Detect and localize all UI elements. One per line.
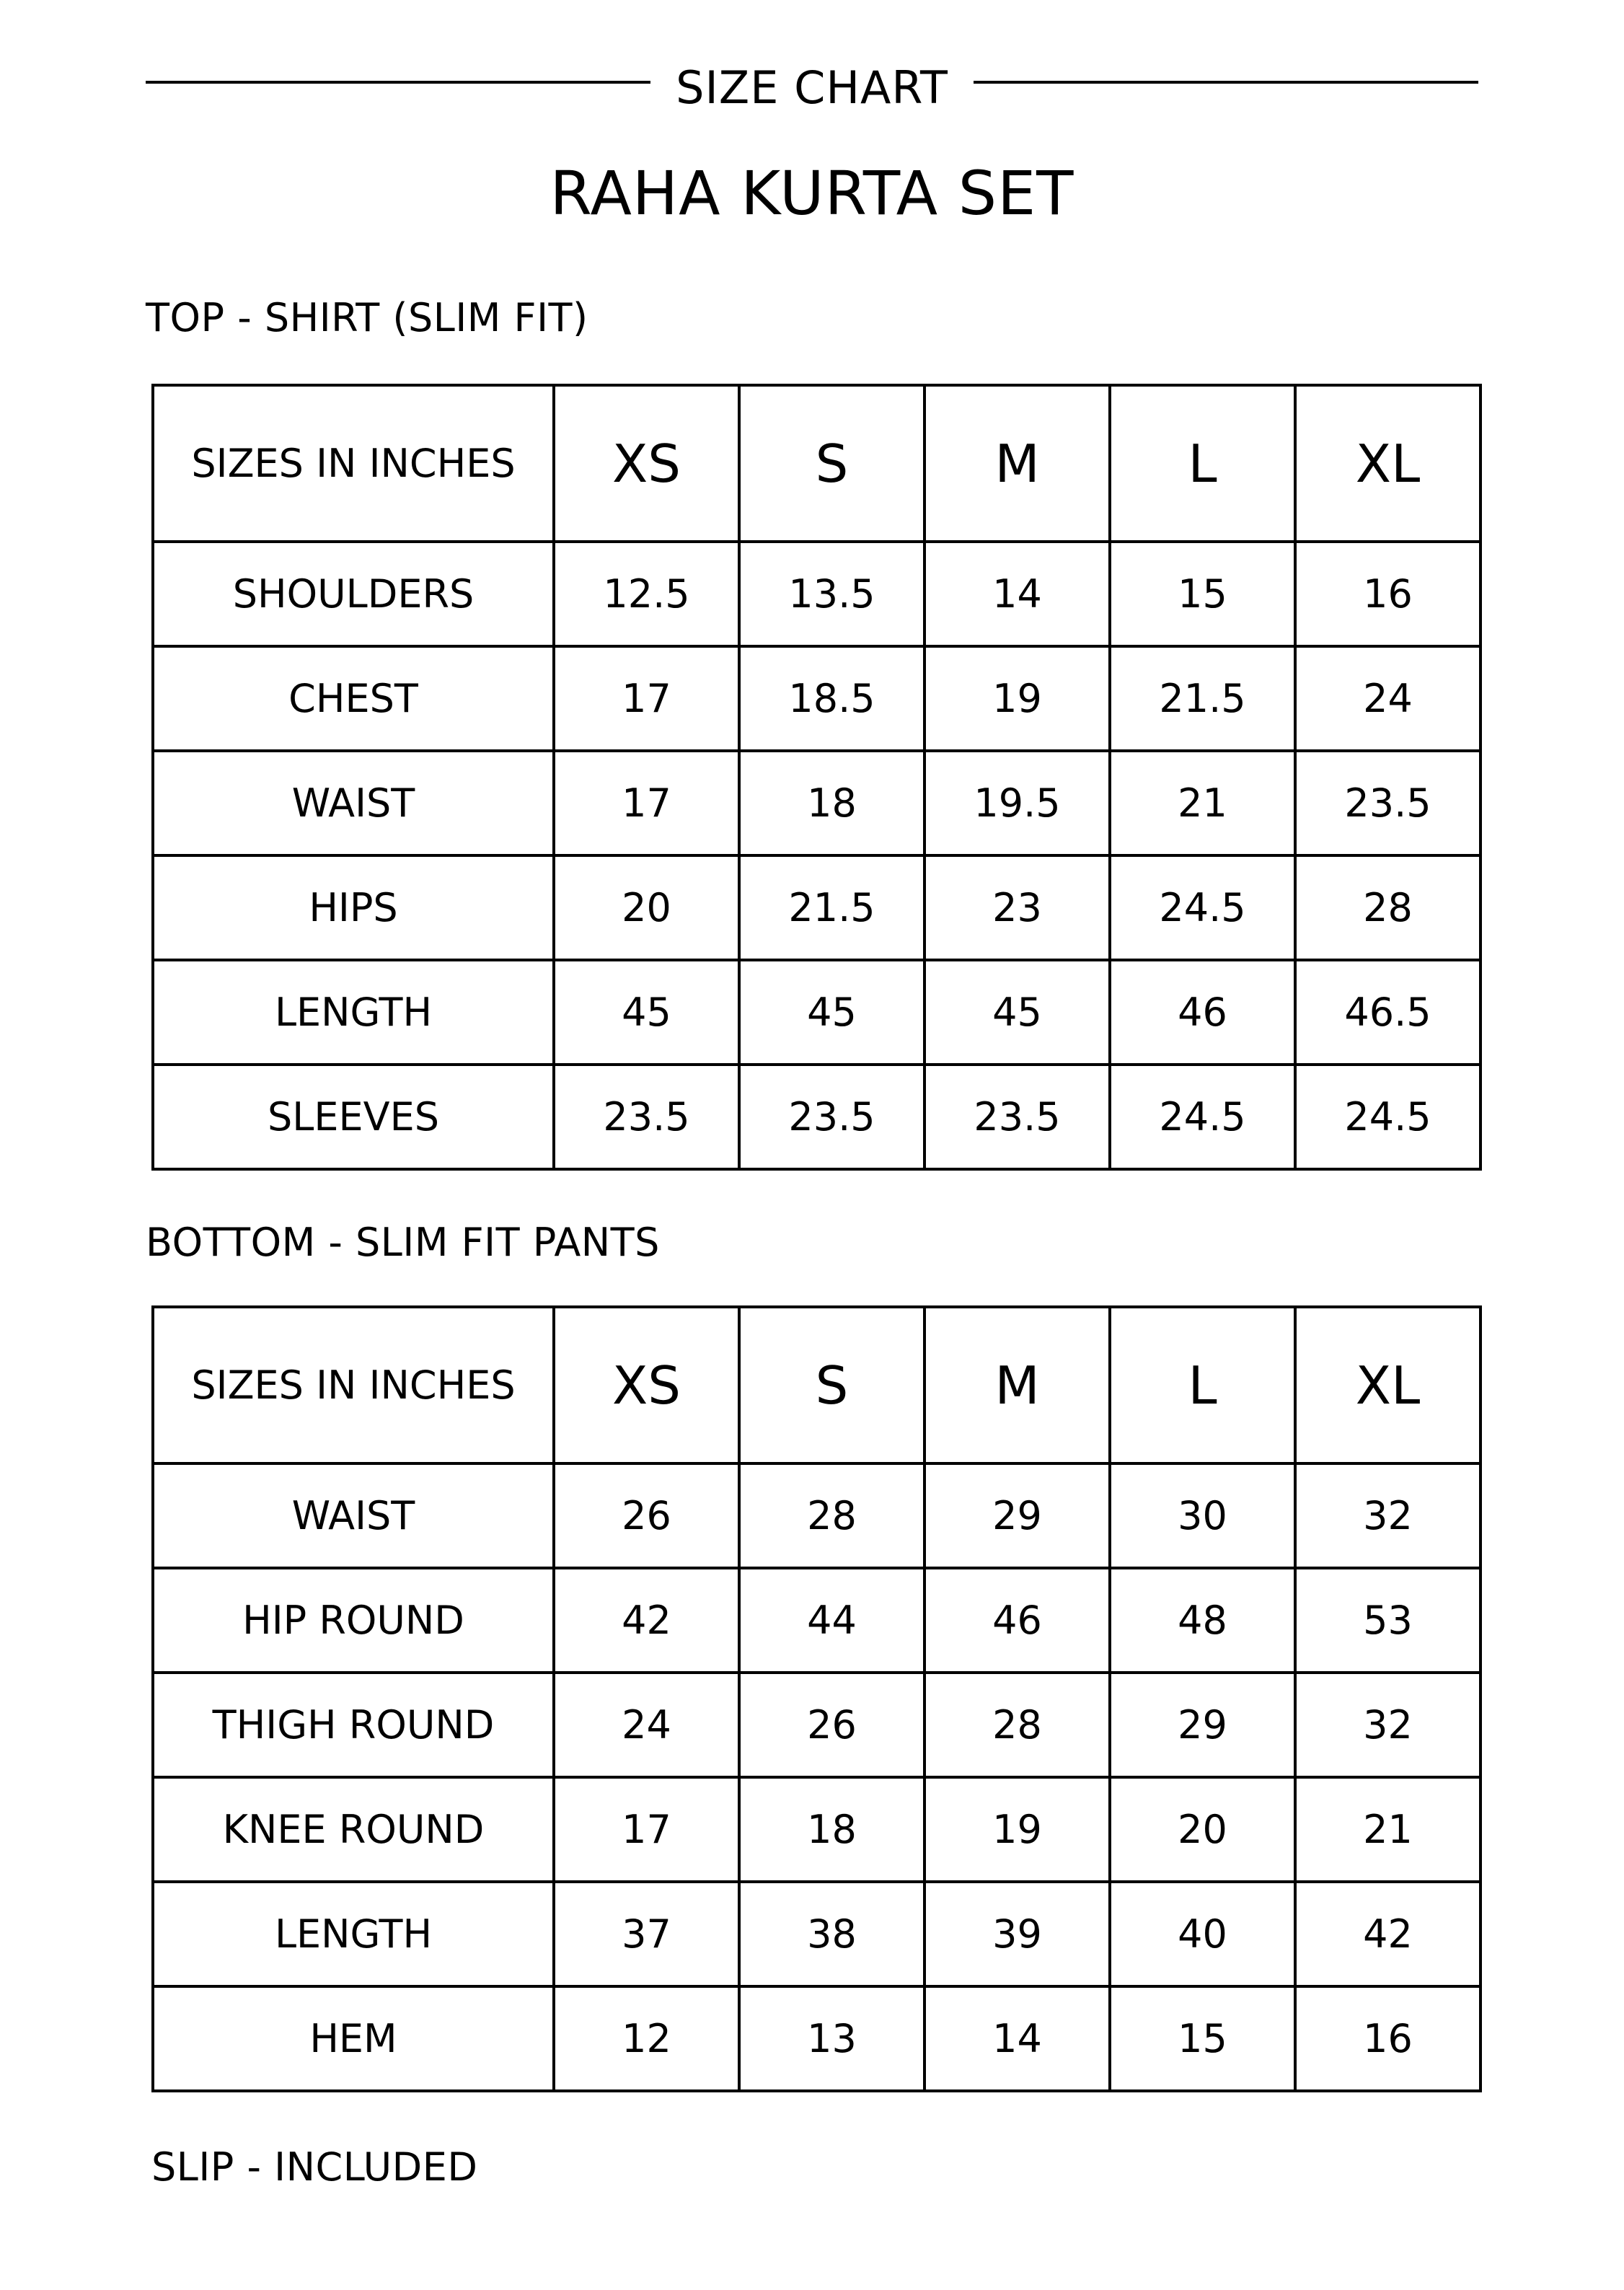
measurement-cell: 13 (739, 1986, 924, 2091)
measurement-cell: 20 (554, 855, 739, 960)
measurement-cell: 28 (1295, 855, 1480, 960)
row-label: WAIST (153, 1463, 554, 1568)
measurement-cell: 32 (1295, 1673, 1480, 1777)
header-rule-right (974, 81, 1478, 84)
footer-note: SLIP - INCLUDED (151, 2144, 478, 2190)
measurement-cell: 29 (924, 1463, 1110, 1568)
table-header-row (153, 1307, 1480, 1463)
measurement-cell: 46 (924, 1568, 1110, 1673)
measurement-cell: 15 (1110, 1986, 1295, 2091)
measurement-cell: 18 (739, 1777, 924, 1882)
size-header-cell: S (739, 385, 924, 542)
measurement-cell: 17 (554, 646, 739, 751)
row-label: KNEE ROUND (153, 1777, 554, 1882)
measurement-cell: 19 (924, 1777, 1110, 1882)
table-row (153, 1986, 1480, 2091)
table-row (153, 1065, 1480, 1169)
measurement-cell: 24.5 (1295, 1065, 1480, 1169)
row-label: THIGH ROUND (153, 1673, 554, 1777)
measurement-cell: 30 (1110, 1463, 1295, 1568)
measurement-cell: 15 (1110, 542, 1295, 646)
size-header-cell: L (1110, 385, 1295, 542)
measurement-cell: 24 (1295, 646, 1480, 751)
measurement-cell: 17 (554, 1777, 739, 1882)
size-header-cell: M (924, 385, 1110, 542)
row-label: CHEST (153, 646, 554, 751)
row-label: LENGTH (153, 1882, 554, 1986)
size-header-cell: XS (554, 385, 739, 542)
row-label: HEM (153, 1986, 554, 2091)
measurement-cell: 16 (1295, 542, 1480, 646)
row-label: HIPS (153, 855, 554, 960)
row-label: SHOULDERS (153, 542, 554, 646)
page-title: RAHA KURTA SET (550, 158, 1074, 229)
measurement-cell: 14 (924, 542, 1110, 646)
measurement-cell: 21 (1295, 1777, 1480, 1882)
measurement-cell: 20 (1110, 1777, 1295, 1882)
table-header-row (153, 385, 1480, 542)
bottom-size-table (151, 1305, 1482, 2092)
row-label: WAIST (153, 751, 554, 855)
size-header-cell: M (924, 1307, 1110, 1463)
measurement-cell: 42 (554, 1568, 739, 1673)
table-row (153, 1882, 1480, 1986)
measurement-cell: 23.5 (739, 1065, 924, 1169)
top-section-label: TOP - SHIRT (SLIM FIT) (146, 295, 588, 340)
measurement-cell: 46.5 (1295, 960, 1480, 1065)
size-header-cell: XL (1295, 1307, 1480, 1463)
measurement-cell: 12 (554, 1986, 739, 2091)
measurement-cell: 17 (554, 751, 739, 855)
measurement-cell: 48 (1110, 1568, 1295, 1673)
measurement-cell: 19.5 (924, 751, 1110, 855)
measurement-cell: 38 (739, 1882, 924, 1986)
table-row (153, 855, 1480, 960)
measurement-cell: 21.5 (739, 855, 924, 960)
top-size-table (151, 384, 1482, 1171)
measurement-cell: 16 (1295, 1986, 1480, 2091)
measurement-cell: 40 (1110, 1882, 1295, 1986)
measurement-cell: 23.5 (924, 1065, 1110, 1169)
table-row (153, 646, 1480, 751)
table-row (153, 542, 1480, 646)
measurement-cell: 28 (739, 1463, 924, 1568)
measurement-cell: 45 (924, 960, 1110, 1065)
measurement-cell: 45 (554, 960, 739, 1065)
measurement-cell: 42 (1295, 1882, 1480, 1986)
measurement-cell: 23 (924, 855, 1110, 960)
measurement-cell: 24.5 (1110, 1065, 1295, 1169)
measurement-cell: 46 (1110, 960, 1295, 1065)
measurement-cell: 23.5 (554, 1065, 739, 1169)
table-row (153, 751, 1480, 855)
row-label: LENGTH (153, 960, 554, 1065)
row-label: HIP ROUND (153, 1568, 554, 1673)
table-row (153, 1673, 1480, 1777)
measurement-cell: 24 (554, 1673, 739, 1777)
measurement-cell: 26 (739, 1673, 924, 1777)
measurement-cell: 23.5 (1295, 751, 1480, 855)
table-row (153, 1568, 1480, 1673)
size-header-cell: XS (554, 1307, 739, 1463)
measurement-cell: 14 (924, 1986, 1110, 2091)
size-header-cell: XL (1295, 385, 1480, 542)
measurement-cell: 12.5 (554, 542, 739, 646)
size-header-cell: L (1110, 1307, 1295, 1463)
measurement-cell: 13.5 (739, 542, 924, 646)
measurement-cell: 39 (924, 1882, 1110, 1986)
table-row (153, 960, 1480, 1065)
bottom-section-label: BOTTOM - SLIM FIT PANTS (146, 1220, 660, 1265)
measurement-cell: 24.5 (1110, 855, 1295, 960)
measurement-cell: 18 (739, 751, 924, 855)
measurement-cell: 32 (1295, 1463, 1480, 1568)
measurement-cell: 44 (739, 1568, 924, 1673)
measurement-cell: 45 (739, 960, 924, 1065)
table-row (153, 1777, 1480, 1882)
table-row (153, 1463, 1480, 1568)
measurement-cell: 21.5 (1110, 646, 1295, 751)
size-header-cell: S (739, 1307, 924, 1463)
measurement-cell: 19 (924, 646, 1110, 751)
measurement-cell: 53 (1295, 1568, 1480, 1673)
page-kicker: SIZE CHART (676, 61, 948, 114)
measurement-cell: 26 (554, 1463, 739, 1568)
header-cell-sizes-in-inches: SIZES IN INCHES (153, 385, 554, 542)
header-cell-sizes-in-inches: SIZES IN INCHES (153, 1307, 554, 1463)
measurement-cell: 37 (554, 1882, 739, 1986)
measurement-cell: 28 (924, 1673, 1110, 1777)
measurement-cell: 18.5 (739, 646, 924, 751)
row-label: SLEEVES (153, 1065, 554, 1169)
measurement-cell: 21 (1110, 751, 1295, 855)
measurement-cell: 29 (1110, 1673, 1295, 1777)
